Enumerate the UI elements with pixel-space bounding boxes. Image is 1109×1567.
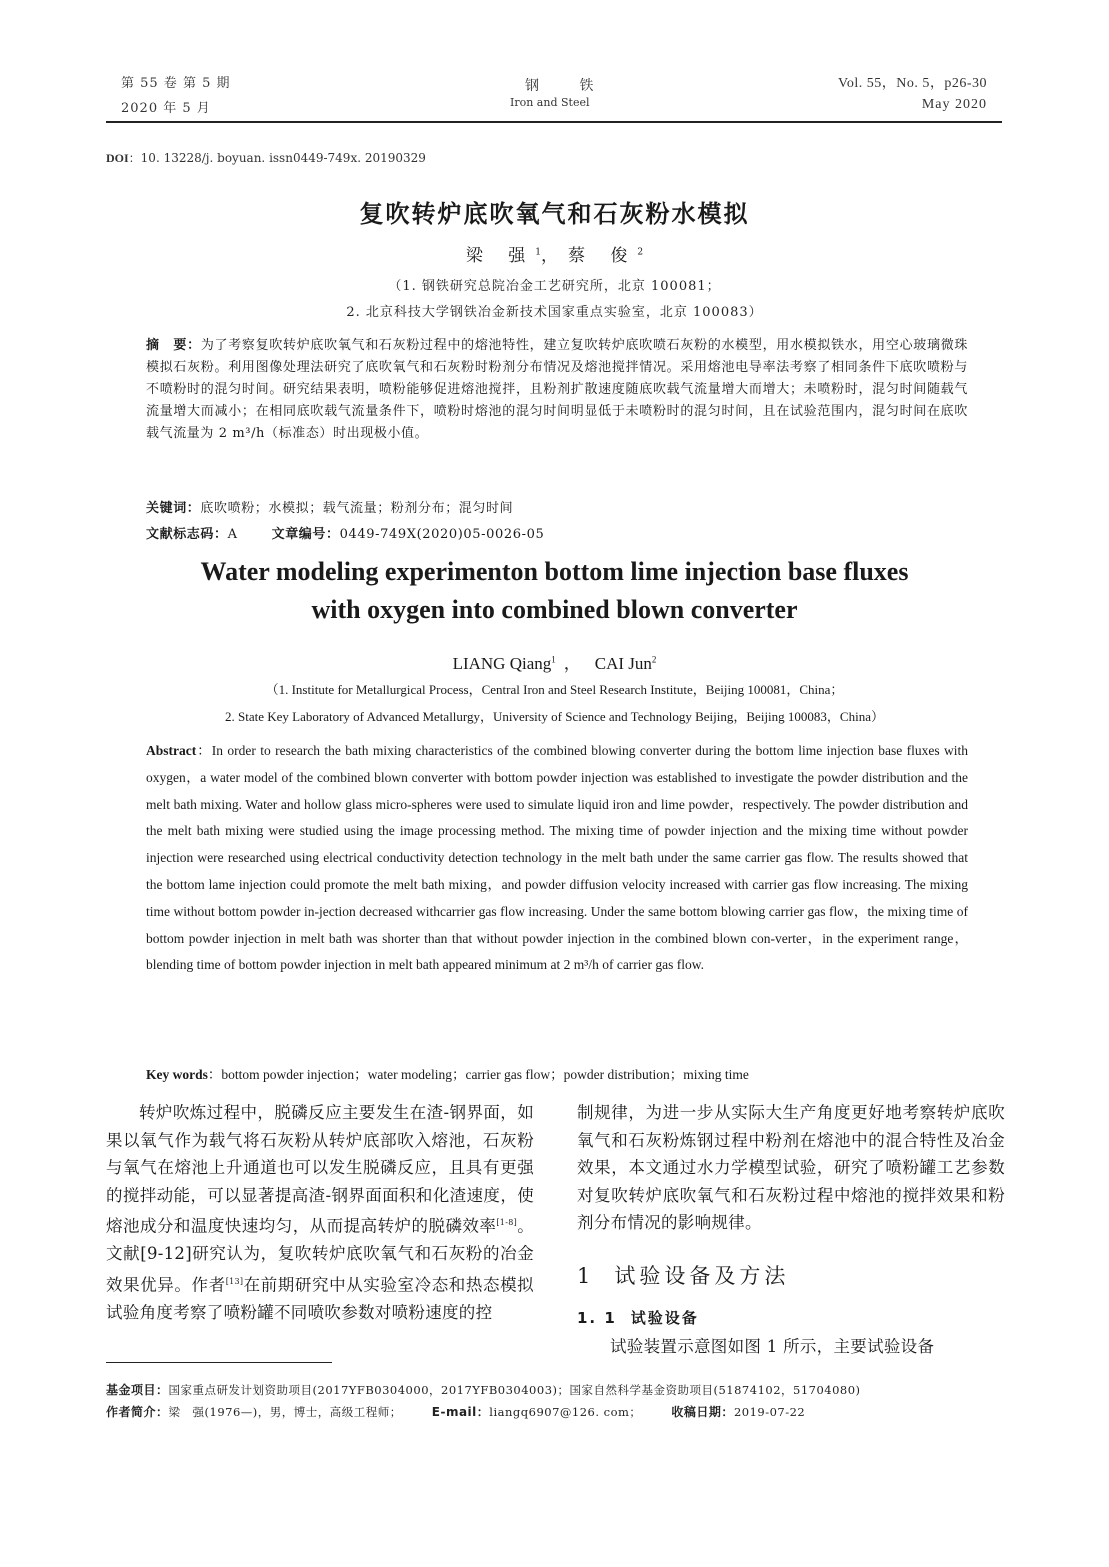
paper-title-en [0,553,1109,629]
section-1-1-title: 试验设备 [630,1309,699,1327]
doi [106,149,426,166]
funding-label: 基金项目： [106,1383,169,1397]
paper-title-en-line-2: with oxygen into combined blown converter [311,595,798,624]
doi-label: DOI [106,151,129,165]
email-label: E-mail： [431,1405,490,1419]
doi-value: ：10. 13228/j. boyuan. issn0449-749x. 20190329 [128,151,426,165]
section-1-1-text: 试验装置示意图如图 1 所示，主要试验设备 [610,1337,935,1356]
affiliation-1-cn: （1. 钢铁研究总院冶金工艺研究所，北京 100081； [388,279,721,294]
funding-text: 国家重点研发计划资助项目(2017YFB0304000，2017YFB0304003)；国家自然科学基金资助项目(51874102，51704080) [168,1383,861,1397]
author-2-en: CAI Jun [594,654,652,673]
article-number-value: 0449-749X(2020)05-0026-05 [339,527,545,542]
document-code [146,523,968,542]
funding-footnote [106,1381,1006,1398]
author-1-affil-en: 1 [551,654,556,665]
section-1-number: 1 [577,1264,595,1288]
keywords-cn-label: 关键词： [146,501,201,516]
keywords-en [146,1063,968,1083]
journal-volume-en: Vol. 55，No. 5，p26-30 [838,76,987,91]
section-1-title: 试验设备及方法 [614,1264,790,1288]
author-separator-en: ， [563,654,581,673]
abstract-en [146,738,968,979]
section-1-1-heading [577,1307,699,1328]
keywords-cn-text: 底吹喷粉；水模拟；载气流量；粉剂分布；混匀时间 [200,501,514,516]
received-date-label: 收稿日期： [671,1405,734,1419]
email-text: liangq6907@126. com； [489,1405,642,1419]
intro-paragraph-part-3: 在前期研究中从实验室冷态和热态模拟试验角度考察了喷粉罐不同喷吹参数对喷粉速度的控 [106,1275,534,1323]
received-date-text: 2019-07-22 [733,1405,806,1419]
affiliation-2-en: 2. State Key Laboratory of Advanced Metallurgy，University of Science and Technology Beijing，Beijing 100083，China） [225,709,884,724]
section-1-1-number: 1. 1 [577,1309,617,1327]
author-separator-cn: ， [541,246,568,266]
body-left-column [106,1099,534,1327]
article-number-label: 文章编号： [271,527,340,542]
author-footnote [106,1403,1006,1420]
author-1-affil-cn: 1 [535,247,541,258]
intro-paragraph-part-2: 。文献[9-12]研究认为，复吹转炉底吹氧气和石灰粉的冶金效果优异。作者 [106,1216,534,1295]
journal-volume: 第 55 卷 第 5 期 [121,76,231,91]
body-right-column-text: 制规律，为进一步从实际大生产角度更好地考察转炉底吹氧气和石灰粉炼钢过程中粉剂在熔池中的混合特性及冶金效果，本文通过水力学模型试验，研究了喷粉罐工艺参数对复吹转炉底吹氧气和石灰粉过程中熔池的搅拌效果和粉剂分布情况的影响规律。 [577,1103,1005,1233]
paper-title-en-line-1: Water modeling experimenton bottom lime injection base fluxes [200,557,909,586]
affiliation-2-cn: 2. 北京科技大学钢铁冶金新技术国家重点实验室，北京 100083） [346,305,763,320]
paper-title-cn: 复吹转炉底吹氧气和石灰粉水模拟 [359,200,750,228]
keywords-cn [146,497,968,516]
footnote-rule [106,1362,332,1363]
header-rule [106,121,1002,123]
author-2-affil-cn: 2 [637,247,644,258]
journal-name-cn: 钢 铁 [525,78,612,94]
citation-13: [13] [225,1277,244,1287]
author-1-cn: 梁 强 [465,246,536,266]
author-1-en: LIANG Qiang [452,654,552,673]
abstract-en-text: ：In order to research the bath mixing characteristics of the combined blowing converter during the bottom lime injection base fluxes with oxygen，a water model of the combined blown converter with bottom powder injection was established to investigate the powder distribution and the melt bath mixing. Water and hollow glass micro-spheres were used to simulate liquid iron and lime powder，respectively. The powder distribution and the melt bath mixing were studied using the image processing method. The mixing time of powder injection and the mixing time without powder injection were researched using electrical conductivity detection technology in the melt bath under the same carrier gas flow. The results showed that the bottom lame injection could promote the melt bath mixing，and powder diffusion velocity increased with carrier gas flow increasing. The mixing time without bottom powder in-jection decreased withcarrier gas flow increasing. Under the same bottom blowing carrier gas flow，the mixing time of bottom powder injection in melt bath was shorter than that without powder injection in the combined blown con-verter，in the experiment range，blending time of bottom powder injection in melt bath appeared minimum at 2 m³/h of carrier gas flow. [146,743,968,973]
author-bio-label: 作者简介： [106,1405,169,1419]
author-2-affil-en: 2 [651,654,657,665]
abstract-en-label: Abstract [146,743,197,758]
journal-date-cn: 2020 年 5 月 [121,101,211,116]
abstract-cn-text: 为了考察复吹转炉底吹氧气和石灰粉过程中的熔池特性，建立复吹转炉底吹喷石灰粉的水模型，用水模拟铁水，用空心玻璃微珠模拟石灰粉。利用图像处理法研究了底吹氧气和石灰粉时粉剂分布情况及熔池搅拌情况。采用熔池电导率法考察了相同条件下底吹喷粉与不喷粉时的混匀时间。研究结果表明，喷粉能够促进熔池搅拌，且粉剂扩散速度随底吹载气流量增大而增大；未喷粉时，混匀时间随载气流量增大而减小；在相同底吹载气流量条件下，喷粉时熔池的混匀时间明显低于未喷粉时的混匀时间，且在试验范围内，混匀时间在底吹载气流量为 2 m³/h（标准态）时出现极小值。 [146,338,968,441]
abstract-cn [146,335,968,445]
citation-1-8: [1-8] [496,1218,518,1228]
keywords-en-label: Key words [146,1067,208,1082]
keywords-en-text: ：bottom powder injection；water modeling；carrier gas flow；powder distribution；mixing time [207,1067,749,1082]
authors-cn [0,241,1109,266]
doc-code-label: 文献标志码： [146,527,228,542]
doc-code-value: A [227,527,238,542]
author-bio-text: 梁 强(1976—)，男，博士，高级工程师； [168,1405,402,1419]
author-2-cn: 蔡 俊 [568,246,638,266]
affiliation-1-en: （1. Institute for Metallurgical Process，Central Iron and Steel Research Institute，Beijing 100081，China； [265,682,844,697]
abstract-cn-label: 摘 要： [146,338,201,353]
authors-en [0,649,1109,674]
journal-name-en: Iron and Steel [510,96,590,109]
section-1-heading [577,1260,789,1290]
intro-paragraph-part-1: 转炉吹炼过程中，脱磷反应主要发生在渣-钢界面，如果以氧气作为载气将石灰粉从转炉底部吹入熔池，石灰粉与氧气在熔池上升通道也可以发生脱磷反应，且具有更强的搅拌动能，可以显著提高渣-钢界面面积和化渣速度，使熔池成分和温度快速均匀，从而提高转炉的脱磷效率 [106,1103,534,1236]
journal-date-en: May 2020 [921,97,987,112]
